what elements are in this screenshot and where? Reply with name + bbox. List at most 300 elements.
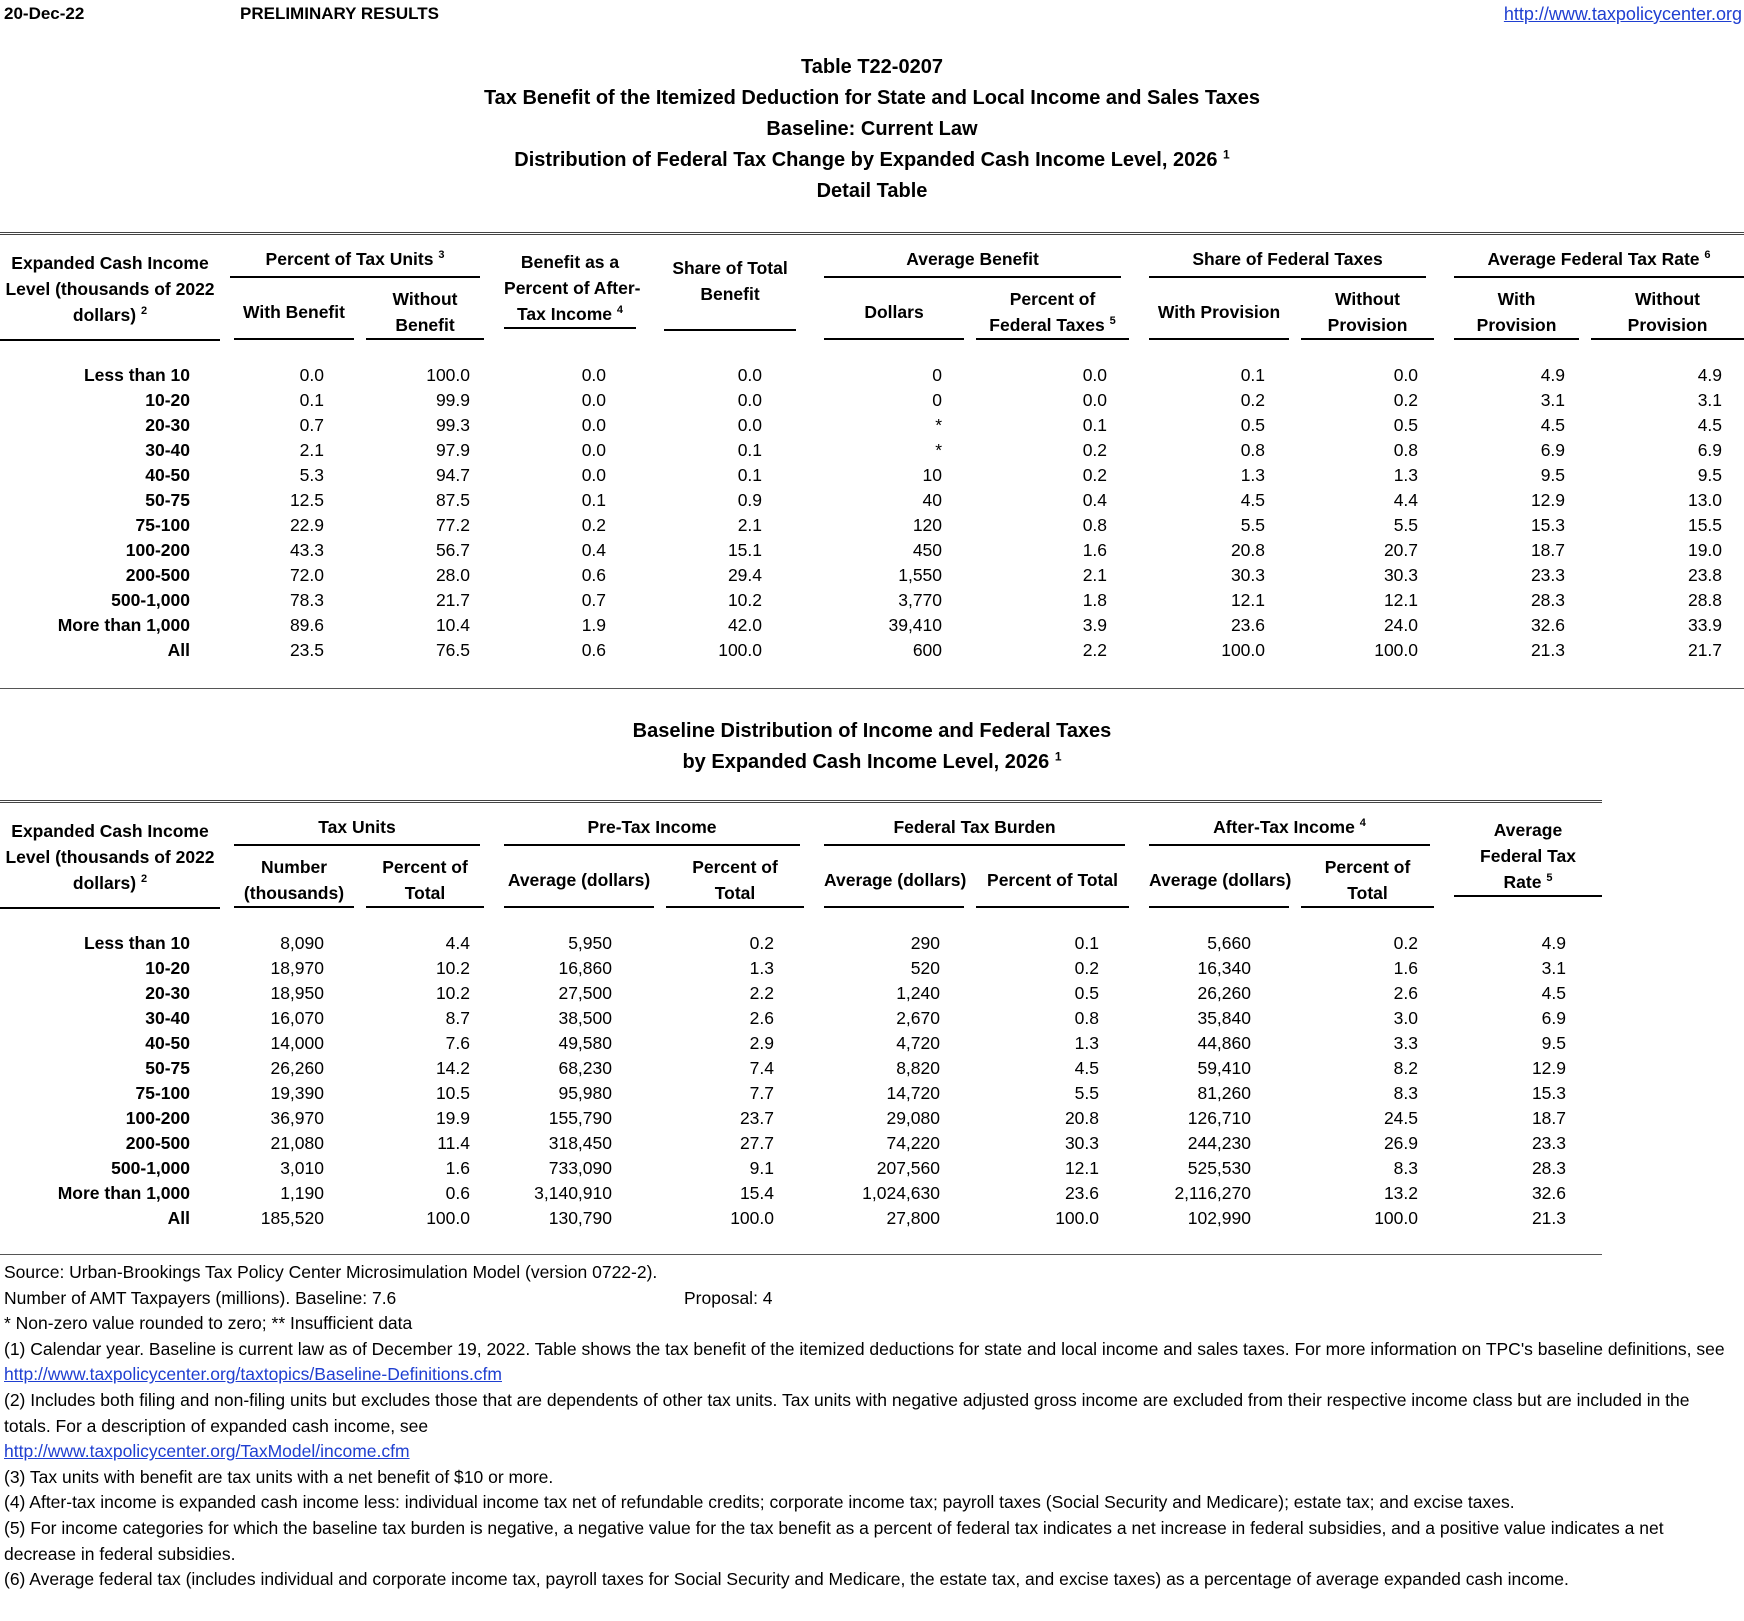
row-label: Less than 10 xyxy=(83,365,190,385)
table-cell: 28.3 xyxy=(1530,590,1566,610)
table-cell: 10.2 xyxy=(435,983,470,1003)
table-cell: 4.9 xyxy=(1541,933,1566,953)
table-cell: 1.3 xyxy=(749,958,774,978)
table-cell: 100.0 xyxy=(426,1208,470,1228)
table-row xyxy=(0,638,1744,663)
table-cell: 89.6 xyxy=(289,615,324,635)
table-cell: 10.2 xyxy=(435,958,470,978)
table-cell: 3.1 xyxy=(1541,958,1566,978)
dollars-header: Dollars xyxy=(810,286,970,340)
table-cell: 520 xyxy=(910,958,940,978)
row-label: 500-1,000 xyxy=(111,590,190,610)
row-label: 20-30 xyxy=(145,415,190,435)
avg-benefit-header: Average Benefit xyxy=(810,238,1135,286)
pct-tax-units-header: Percent of Tax Units $^3$ xyxy=(220,238,490,286)
table-row xyxy=(0,1131,1602,1156)
table-cell: 81,260 xyxy=(1197,1083,1251,1103)
table-cell: 4.5 xyxy=(1540,415,1566,435)
table-cell: 20.8 xyxy=(1064,1108,1099,1128)
table-cell: 100.0 xyxy=(426,365,471,385)
baseline-table xyxy=(0,806,1602,1231)
tax-units-header: Tax Units xyxy=(220,806,490,854)
table-cell: * xyxy=(935,440,943,460)
table-cell: 21.7 xyxy=(435,590,471,610)
row-label: 40-50 xyxy=(145,1033,190,1053)
table-cell: 0.0 xyxy=(581,465,607,485)
row-label: 100-200 xyxy=(125,1108,190,1128)
table-cell: 33.9 xyxy=(1687,615,1723,635)
table-cell: 5.5 xyxy=(1074,1083,1099,1103)
table-cell: 0.0 xyxy=(1082,390,1108,410)
table-cell: 7.4 xyxy=(749,1058,774,1078)
table-cell: * xyxy=(935,415,943,435)
table-row xyxy=(0,363,1744,388)
table1-top-rule xyxy=(0,232,1744,235)
table-cell: 10.4 xyxy=(435,615,471,635)
table-row xyxy=(0,1031,1602,1056)
pretax-pct-header: Percent of Total xyxy=(660,854,810,908)
table-cell: 5.5 xyxy=(1240,515,1266,535)
footnote-3: (3) Tax units with benefit are tax units with a net benefit of $10 or more. xyxy=(4,1466,554,1487)
table-cell: 3.3 xyxy=(1393,1033,1418,1053)
table-cell: 76.5 xyxy=(435,640,471,660)
table-cell: 4.4 xyxy=(445,933,470,953)
table-cell: 0.8 xyxy=(1393,440,1419,460)
table-cell: 0.2 xyxy=(1082,440,1108,460)
without-provision-header: Without Provision xyxy=(1295,286,1440,340)
baseline-dist-subtitle: by Expanded Cash Income Level, 2026 $^1$ xyxy=(682,749,1062,773)
row-label: 30-40 xyxy=(145,1008,190,1028)
table-cell: 26,260 xyxy=(1197,983,1251,1003)
without-provision-rate-header: Without Provision xyxy=(1585,286,1744,340)
table-cell: 100.0 xyxy=(1221,640,1266,660)
row-label: 40-50 xyxy=(145,465,190,485)
pct-total-header: Percent of Total xyxy=(360,854,490,908)
table-cell: 21.3 xyxy=(1531,1208,1566,1228)
row-label: More than 1,000 xyxy=(57,615,190,635)
table-cell: 28.8 xyxy=(1687,590,1723,610)
row-label: 100-200 xyxy=(125,540,190,560)
table-cell: 0.2 xyxy=(749,933,774,953)
table-cell: 23.8 xyxy=(1687,565,1723,585)
table-cell: 0.1 xyxy=(737,440,763,460)
table-cell: 30.3 xyxy=(1064,1133,1099,1153)
table-cell: 15.4 xyxy=(739,1183,774,1203)
table-row xyxy=(0,1181,1602,1206)
table-cell: 39,410 xyxy=(888,615,943,635)
table-cell: 0.0 xyxy=(581,415,607,435)
table-cell: 1.3 xyxy=(1393,465,1419,485)
table-cell: 4.9 xyxy=(1540,365,1566,385)
table-cell: 0.7 xyxy=(581,590,607,610)
table-cell: 0.8 xyxy=(1082,515,1108,535)
benefit-pct-header: Benefit as a Percent of After- Tax Income $^4$ xyxy=(490,238,650,340)
table-cell: 13.2 xyxy=(1383,1183,1418,1203)
table-cell: 30.3 xyxy=(1383,565,1419,585)
table-cell: 2.6 xyxy=(1393,983,1418,1003)
table-cell: 0.0 xyxy=(581,365,607,385)
table1-bottom-rule xyxy=(0,688,1744,689)
table-cell: 2.1 xyxy=(1082,565,1108,585)
subtitle-block xyxy=(0,716,1744,778)
spacer-row xyxy=(0,908,1602,931)
table-row xyxy=(0,488,1744,513)
row-label: 10-20 xyxy=(145,958,190,978)
table-cell: 23.3 xyxy=(1530,565,1566,585)
table-cell: 36,970 xyxy=(270,1108,324,1128)
with-provision-header: With Provision xyxy=(1135,286,1295,340)
row-label: 30-40 xyxy=(145,440,190,460)
table-cell: 3,140,910 xyxy=(534,1183,612,1203)
table-cell: 1,240 xyxy=(896,983,940,1003)
footnote-1: (1) Calendar year. Baseline is current law as of December 19, 2022. Table shows the tax benefit of the itemized deductions for state and local income and sales taxes. For more information on TPC's baseline definitions, see http://www.taxpolicycenter.org/taxtopics/Baseline-Definitions.cfm xyxy=(4,1338,1725,1385)
fed-burden-header: Federal Tax Burden xyxy=(810,806,1135,854)
table-cell: 28.3 xyxy=(1531,1158,1566,1178)
table-cell: 20.8 xyxy=(1230,540,1266,560)
table-cell: 1.9 xyxy=(581,615,607,635)
table-cell: 99.9 xyxy=(435,390,471,410)
table-cell: 42.0 xyxy=(727,615,763,635)
footnote-4: (4) After-tax income is expanded cash income less: individual income tax net of refundable credits; corporate income tax; payroll taxes (Social Security and Medicare); estate tax; and excise taxes. xyxy=(4,1492,1515,1513)
row-label: All xyxy=(167,1208,190,1228)
table-cell: 24.5 xyxy=(1383,1108,1418,1128)
baseline-definitions-link[interactable]: http://www.taxpolicycenter.org/taxtopics/Baseline-Definitions.cfm xyxy=(4,1364,502,1385)
table-cell: 1.6 xyxy=(445,1158,470,1178)
change-table xyxy=(0,238,1744,663)
table-cell: 27,500 xyxy=(558,983,612,1003)
detail-title: Detail Table xyxy=(816,180,928,202)
income-definition-link[interactable]: http://www.taxpolicycenter.org/TaxModel/income.cfm xyxy=(4,1441,410,1462)
table-cell: 0.0 xyxy=(581,440,607,460)
income-level-header: Expanded Cash Income Level (thousands of 2022 dollars) $^2$ xyxy=(0,238,220,340)
table-cell: 0.1 xyxy=(581,490,607,510)
row-label: 200-500 xyxy=(125,565,190,585)
table-cell: 0.1 xyxy=(1074,933,1099,953)
title-block xyxy=(0,52,1744,207)
table-cell: 185,520 xyxy=(260,1208,324,1228)
table-cell: 68,230 xyxy=(558,1058,612,1078)
table-cell: 0.2 xyxy=(1082,465,1108,485)
table-cell: 43.3 xyxy=(289,540,324,560)
table-cell: 26.9 xyxy=(1383,1133,1418,1153)
table-cell: 0.6 xyxy=(581,565,607,585)
table-cell: 23.6 xyxy=(1230,615,1266,635)
table-cell: 5.5 xyxy=(1393,515,1419,535)
table-cell: 12.1 xyxy=(1383,590,1419,610)
table-cell: 450 xyxy=(912,540,943,560)
table-row xyxy=(0,588,1744,613)
table-cell: 18.7 xyxy=(1531,1108,1566,1128)
share-benefit-header: Share of Total Benefit xyxy=(650,238,810,340)
table-cell: 525,530 xyxy=(1187,1158,1251,1178)
star-note: * Non-zero value rounded to zero; ** Insufficient data xyxy=(4,1313,413,1334)
table-cell: 32.6 xyxy=(1530,615,1566,635)
table-row xyxy=(0,1156,1602,1181)
table-cell: 207,560 xyxy=(876,1158,940,1178)
table-cell: 18,970 xyxy=(270,958,324,978)
table-cell: 0.5 xyxy=(1393,415,1419,435)
burden-pct-header: Percent of Total xyxy=(970,854,1135,908)
table-cell: 21,080 xyxy=(270,1133,324,1153)
table-row xyxy=(0,513,1744,538)
table-cell: 0.9 xyxy=(737,490,763,510)
table-cell: 6.9 xyxy=(1541,1008,1566,1028)
table-cell: 23.3 xyxy=(1531,1133,1566,1153)
table-cell: 19.0 xyxy=(1687,540,1723,560)
row-label: 50-75 xyxy=(145,490,190,510)
table-cell: 0.2 xyxy=(1393,933,1418,953)
table-cell: 2,116,270 xyxy=(1174,1183,1251,1203)
table-cell: 4.4 xyxy=(1393,490,1419,510)
pretax-avg-header: Average (dollars) xyxy=(490,854,660,908)
table-cell: 1,550 xyxy=(898,565,943,585)
table-cell: 97.9 xyxy=(435,440,471,460)
table-cell: 1.3 xyxy=(1074,1033,1099,1053)
table-cell: 1.3 xyxy=(1240,465,1266,485)
table-row xyxy=(0,1081,1602,1106)
table-cell: 27.7 xyxy=(739,1133,774,1153)
table-cell: 12.5 xyxy=(289,490,324,510)
table-cell: 10 xyxy=(922,465,943,485)
table-cell: 2.1 xyxy=(737,515,763,535)
table-cell: 2.2 xyxy=(1082,640,1108,660)
report-date: 20-Dec-22 xyxy=(4,4,85,23)
table-cell: 1,024,630 xyxy=(862,1183,940,1203)
table-cell: 733,090 xyxy=(548,1158,612,1178)
table-cell: 12.9 xyxy=(1530,490,1566,510)
table-cell: 0.6 xyxy=(581,640,607,660)
table-row xyxy=(0,413,1744,438)
table-cell: 0.0 xyxy=(737,415,763,435)
table-cell: 94.7 xyxy=(435,465,471,485)
row-label: 75-100 xyxy=(135,515,190,535)
table-cell: 3.9 xyxy=(1082,615,1108,635)
row-label: More than 1,000 xyxy=(57,1183,190,1203)
table-cell: 15.1 xyxy=(727,540,763,560)
number-header: Number (thousands) xyxy=(220,854,360,908)
row-label: 10-20 xyxy=(145,390,190,410)
table-cell: 0.4 xyxy=(1082,490,1108,510)
table-cell: 9.5 xyxy=(1540,465,1566,485)
table-cell: 99.3 xyxy=(435,415,471,435)
table-cell: 8.7 xyxy=(445,1008,470,1028)
table-cell: 32.6 xyxy=(1531,1183,1566,1203)
table-cell: 0.0 xyxy=(299,365,324,385)
table-cell: 0.0 xyxy=(1393,365,1419,385)
table-cell: 100.0 xyxy=(718,640,763,660)
table-cell: 100.0 xyxy=(1374,1208,1418,1228)
table-cell: 78.3 xyxy=(289,590,324,610)
with-provision-rate-header: With Provision xyxy=(1440,286,1585,340)
table-cell: 0.2 xyxy=(1074,958,1099,978)
table-cell: 0 xyxy=(932,365,943,385)
income-level-header-2: Expanded Cash Income Level (thousands of 2022 dollars) $^2$ xyxy=(0,806,220,908)
table-cell: 26,260 xyxy=(270,1058,324,1078)
table-cell: 14,720 xyxy=(886,1083,940,1103)
table-cell: 0.2 xyxy=(1393,390,1419,410)
table-cell: 87.5 xyxy=(435,490,471,510)
table-cell: 18,950 xyxy=(270,983,324,1003)
table-cell: 21.3 xyxy=(1530,640,1566,660)
table-cell: 28.0 xyxy=(435,565,471,585)
table-cell: 23.5 xyxy=(289,640,324,660)
baseline-title: Baseline: Current Law xyxy=(766,118,978,140)
table-cell: 0.0 xyxy=(737,390,763,410)
share-fed-header: Share of Federal Taxes xyxy=(1135,238,1440,286)
table-cell: 35,840 xyxy=(1197,1008,1251,1028)
table-cell: 4.5 xyxy=(1074,1058,1099,1078)
pretax-header: Pre-Tax Income xyxy=(490,806,810,854)
table-cell: 44,860 xyxy=(1197,1033,1251,1053)
row-label: 500-1,000 xyxy=(111,1158,190,1178)
table-cell: 3.1 xyxy=(1540,390,1566,410)
table-cell: 0.5 xyxy=(1240,415,1266,435)
table-cell: 27,800 xyxy=(886,1208,940,1228)
table2-bottom-rule xyxy=(0,1254,1602,1255)
table-cell: 0.0 xyxy=(581,390,607,410)
table-row xyxy=(0,613,1744,638)
amt-note: Number of AMT Taxpayers (millions). Baseline: 7.6 Proposal: 4 xyxy=(4,1287,773,1308)
table-cell: 29.4 xyxy=(727,565,763,585)
table-cell: 3.0 xyxy=(1393,1008,1418,1028)
table-cell: 0.8 xyxy=(1074,1008,1099,1028)
table-cell: 100.0 xyxy=(730,1208,774,1228)
table-cell: 0.0 xyxy=(1082,365,1108,385)
table-cell: 5.3 xyxy=(299,465,324,485)
table-cell: 3,010 xyxy=(280,1158,324,1178)
table-cell: 9.5 xyxy=(1697,465,1723,485)
table-cell: 126,710 xyxy=(1187,1108,1251,1128)
table-cell: 8.3 xyxy=(1393,1083,1418,1103)
table-cell: 0.0 xyxy=(737,365,763,385)
pct-fed-header: Percent of Federal Taxes $^5$ xyxy=(970,286,1135,340)
table-cell: 12.9 xyxy=(1531,1058,1566,1078)
table2-top-rule xyxy=(0,800,1602,803)
table-row xyxy=(0,1206,1602,1231)
table-cell: 0.8 xyxy=(1240,440,1266,460)
footnote-5: (5) For income categories for which the baseline tax burden is negative, a negative value for the tax benefit as a percent of federal tax indicates a net increase in federal subsidies, and a positive value indicates a net decrease in federal subsidies. xyxy=(4,1517,1664,1564)
footnotes xyxy=(4,1260,1740,1593)
table-cell: 9.5 xyxy=(1541,1033,1566,1053)
table-row xyxy=(0,931,1602,956)
spacer-row xyxy=(0,340,1744,363)
table-row xyxy=(0,1106,1602,1131)
table-cell: 15.5 xyxy=(1687,515,1723,535)
table-cell: 23.6 xyxy=(1064,1183,1099,1203)
row-label: 75-100 xyxy=(135,1083,190,1103)
avg-rate-header: Average Federal Tax Rate $^6$ xyxy=(1440,238,1744,286)
table-cell: 318,450 xyxy=(548,1133,612,1153)
table-cell: 77.2 xyxy=(435,515,471,535)
table-cell: 7.6 xyxy=(445,1033,470,1053)
footnote-6: (6) Average federal tax (includes individual and corporate income tax, payroll taxes for Social Security and Medicare, the estate tax, and excise taxes) as a percentage of average expanded cash income. xyxy=(4,1569,1569,1590)
table-cell: 4.5 xyxy=(1240,490,1266,510)
header-link[interactable]: http://www.taxpolicycenter.org xyxy=(1503,4,1742,24)
table-cell: 0.1 xyxy=(299,390,324,410)
table-cell: 2.6 xyxy=(749,1008,774,1028)
row-label: Less than 10 xyxy=(83,933,190,953)
aftertax-pct-header: Percent of Total xyxy=(1295,854,1440,908)
table-row xyxy=(0,563,1744,588)
table-id: Table T22-0207 xyxy=(801,56,943,78)
table-cell: 0.4 xyxy=(581,540,607,560)
table-cell: 0.2 xyxy=(581,515,607,535)
table-row xyxy=(0,981,1602,1006)
table-cell: 10.5 xyxy=(435,1083,470,1103)
table-cell: 16,860 xyxy=(558,958,612,978)
table-cell: 56.7 xyxy=(435,540,471,560)
table-row xyxy=(0,956,1602,981)
table-cell: 1.6 xyxy=(1393,958,1418,978)
table-cell: 16,340 xyxy=(1197,958,1251,978)
source-note: Source: Urban-Brookings Tax Policy Center Microsimulation Model (version 0722-2). xyxy=(4,1262,658,1282)
table-cell: 15.3 xyxy=(1530,515,1566,535)
table-cell: 1.8 xyxy=(1082,590,1108,610)
table-row xyxy=(0,463,1744,488)
table-cell: 8,820 xyxy=(896,1058,940,1078)
table-cell: 16,070 xyxy=(270,1008,324,1028)
table-cell: 8.3 xyxy=(1393,1158,1418,1178)
distribution-title: Distribution of Federal Tax Change by Expanded Cash Income Level, 2026 $^1$ xyxy=(514,147,1230,171)
table-cell: 100.0 xyxy=(1374,640,1419,660)
table-cell: 14,000 xyxy=(270,1033,324,1053)
table-cell: 0 xyxy=(932,390,943,410)
table-cell: 2.1 xyxy=(299,440,324,460)
table-cell: 3.1 xyxy=(1697,390,1723,410)
table-cell: 9.1 xyxy=(749,1158,774,1178)
table-cell: 6.9 xyxy=(1697,440,1723,460)
table-cell: 21.7 xyxy=(1687,640,1723,660)
burden-avg-header: Average (dollars) xyxy=(810,854,970,908)
table-row xyxy=(0,1056,1602,1081)
table-cell: 38,500 xyxy=(558,1008,612,1028)
table-cell: 1,190 xyxy=(280,1183,324,1203)
with-benefit-header: With Benefit xyxy=(220,286,360,340)
avg-rate-header-2: Average Federal Tax Rate $^5$ xyxy=(1440,806,1602,908)
preliminary-label: PRELIMINARY RESULTS xyxy=(240,4,439,23)
table-cell: 100.0 xyxy=(1055,1208,1099,1228)
table-cell: 5,660 xyxy=(1207,933,1251,953)
table-cell: 3,770 xyxy=(898,590,943,610)
table-cell: 12.1 xyxy=(1064,1158,1099,1178)
table-cell: 0.1 xyxy=(1082,415,1108,435)
baseline-table-body xyxy=(0,908,1602,1231)
table-cell: 155,790 xyxy=(548,1108,612,1128)
table-cell: 30.3 xyxy=(1230,565,1266,585)
table-row xyxy=(0,388,1744,413)
table-cell: 12.1 xyxy=(1230,590,1266,610)
table-cell: 4,720 xyxy=(896,1033,940,1053)
table-row xyxy=(0,438,1744,463)
table-row xyxy=(0,538,1744,563)
table-cell: 2.9 xyxy=(749,1033,774,1053)
table-cell: 14.2 xyxy=(435,1058,470,1078)
table-cell: 19,390 xyxy=(270,1083,324,1103)
table-cell: 40 xyxy=(922,490,943,510)
table-cell: 59,410 xyxy=(1197,1058,1251,1078)
table-cell: 11.4 xyxy=(437,1133,470,1153)
table-cell: 74,220 xyxy=(886,1133,940,1153)
row-label: 20-30 xyxy=(145,983,190,1003)
row-label: 200-500 xyxy=(125,1133,190,1153)
table-cell: 290 xyxy=(910,933,940,953)
table-cell: 2,670 xyxy=(896,1008,940,1028)
table-cell: 19.9 xyxy=(435,1108,470,1128)
table-cell: 15.3 xyxy=(1531,1083,1566,1103)
table-cell: 18.7 xyxy=(1530,540,1566,560)
table-cell: 102,990 xyxy=(1187,1208,1251,1228)
table-cell: 8.2 xyxy=(1393,1058,1418,1078)
